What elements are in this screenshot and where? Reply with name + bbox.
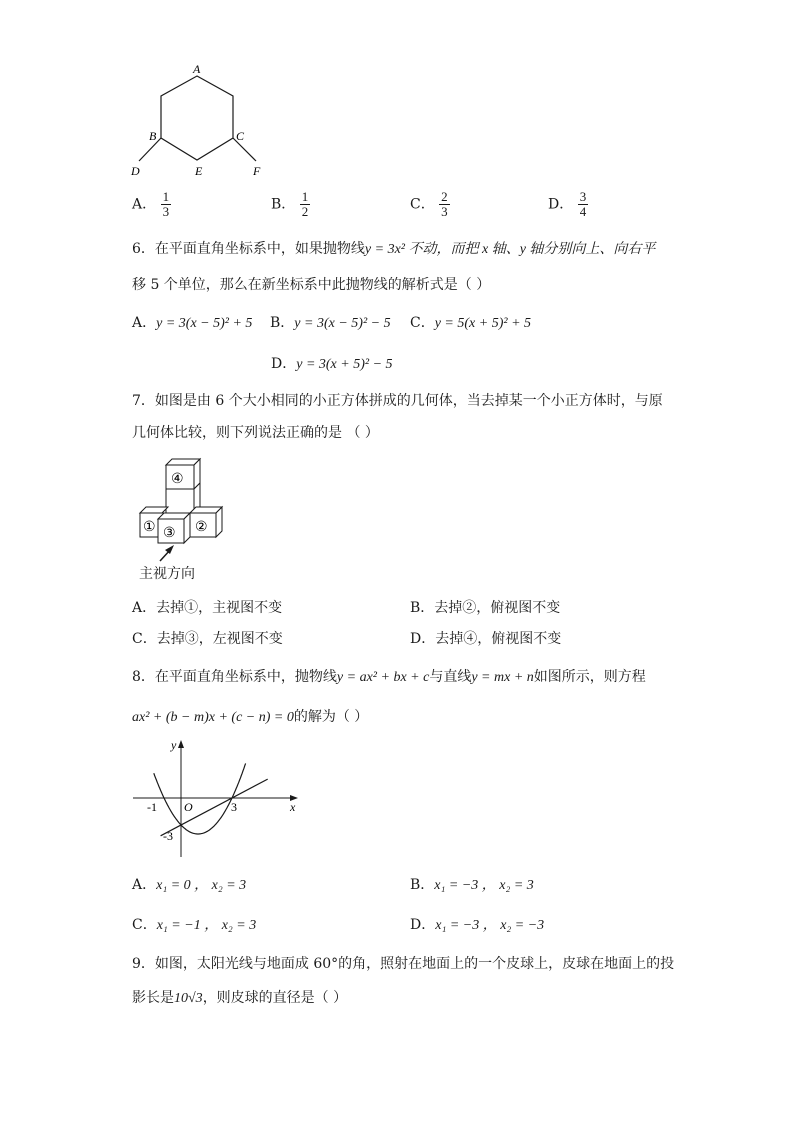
q6-stem-line2: 移 5 个单位，那么在新坐标系中此抛物线的解析式是（ ） bbox=[132, 277, 491, 293]
q6-option-c[interactable]: C．y = 5(x + 5)² + 5 bbox=[410, 315, 532, 331]
q9-stem-line1: 9．如图，太阳光线与地面成 60°的角，照射在地面上的一个皮球上，皮球在地面上的投 bbox=[132, 956, 675, 972]
q8-stem-line1: 8．在平面直角坐标系中，抛物线y = ax² + bx + c与直线y = mx + n如图所示，则方程 bbox=[132, 669, 646, 685]
q6-option-a[interactable]: A．y = 3(x − 5)² + 5 bbox=[132, 315, 253, 331]
q7-stem-line2: 几何体比较，则下列说法正确的是 （ ） bbox=[132, 425, 379, 441]
label-f: F bbox=[253, 164, 261, 178]
y-axis-label: y bbox=[171, 738, 177, 752]
tick-label-3: 3 bbox=[231, 800, 237, 814]
x-axis-label: x bbox=[290, 800, 296, 814]
cube-label-2: ② bbox=[195, 520, 208, 535]
q8-option-a[interactable]: A．x₁ = 0 ， x₂ = 3 bbox=[132, 877, 247, 893]
label-c: C bbox=[236, 129, 245, 143]
hexagon-figure bbox=[125, 58, 275, 183]
cube-label-1: ① bbox=[143, 520, 156, 535]
hexagon-shape bbox=[161, 76, 233, 160]
view-direction-label: 主视方向 bbox=[139, 566, 195, 582]
tick-label-neg3: -3 bbox=[163, 829, 173, 843]
q5-option-c[interactable]: C． $\frac{2}{3}$ bbox=[410, 189, 448, 219]
fraction: $\frac{1}{2}$ bbox=[301, 189, 309, 219]
q8-stem-line2: ax² + (b − m)x + (c − n) = 0的解为（ ） bbox=[132, 709, 369, 725]
label-a: A bbox=[193, 62, 201, 76]
cube-label-4: ④ bbox=[171, 472, 184, 487]
q8-option-d[interactable]: D．x₁ = −3 ， x₂ = −3 bbox=[410, 917, 545, 933]
label-e: E bbox=[195, 164, 203, 178]
q8-option-b[interactable]: B．x₁ = −3 ， x₂ = 3 bbox=[410, 877, 534, 893]
q5-option-a[interactable]: A． $\frac{1}{3}$ bbox=[132, 189, 170, 219]
q6-option-d[interactable]: D．y = 3(x + 5)² − 5 bbox=[271, 356, 393, 372]
y-axis-arrow-icon bbox=[178, 740, 184, 748]
parabola-graph bbox=[130, 735, 305, 860]
q6-option-b[interactable]: B．y = 3(x − 5)² − 5 bbox=[270, 315, 391, 331]
q5-option-d[interactable]: D． $\frac{3}{4}$ bbox=[548, 189, 587, 219]
label-d: D bbox=[131, 164, 140, 178]
straight-line bbox=[161, 779, 268, 836]
arrow-head-icon bbox=[165, 545, 174, 554]
q7-option-c[interactable]: C．去掉③，左视图不变 bbox=[132, 631, 283, 647]
q8-option-c[interactable]: C．x₁ = −1 ， x₂ = 3 bbox=[132, 917, 257, 933]
fraction: $\frac{1}{3}$ bbox=[162, 189, 170, 219]
label-b: B bbox=[149, 129, 157, 143]
q9-stem-line2: 影长是10√3，则皮球的直径是（ ） bbox=[132, 990, 348, 1006]
q7-stem-line1: 7．如图是由 6 个大小相同的小正方体拼成的几何体，当去掉某一个小正方体时，与原 bbox=[132, 393, 663, 409]
q6-stem-line1: 6．在平面直角坐标系中，如果抛物线y = 3x² 不动，而把 x 轴、y 轴分别向上、向右平 bbox=[132, 241, 656, 257]
tick-label-neg1: -1 bbox=[147, 800, 157, 814]
q7-option-b[interactable]: B．去掉②，俯视图不变 bbox=[410, 600, 561, 616]
q7-option-a[interactable]: A．去掉①，主视图不变 bbox=[132, 600, 283, 616]
cube-figure bbox=[138, 455, 238, 565]
cube-label-3: ③ bbox=[163, 526, 176, 541]
q7-option-d[interactable]: D．去掉④，俯视图不变 bbox=[410, 631, 562, 647]
origin-label: O bbox=[184, 800, 193, 814]
q5-option-b[interactable]: B． $\frac{1}{2}$ bbox=[271, 189, 309, 219]
fraction: $\frac{3}{4}$ bbox=[579, 189, 587, 219]
fraction: $\frac{2}{3}$ bbox=[441, 189, 448, 219]
